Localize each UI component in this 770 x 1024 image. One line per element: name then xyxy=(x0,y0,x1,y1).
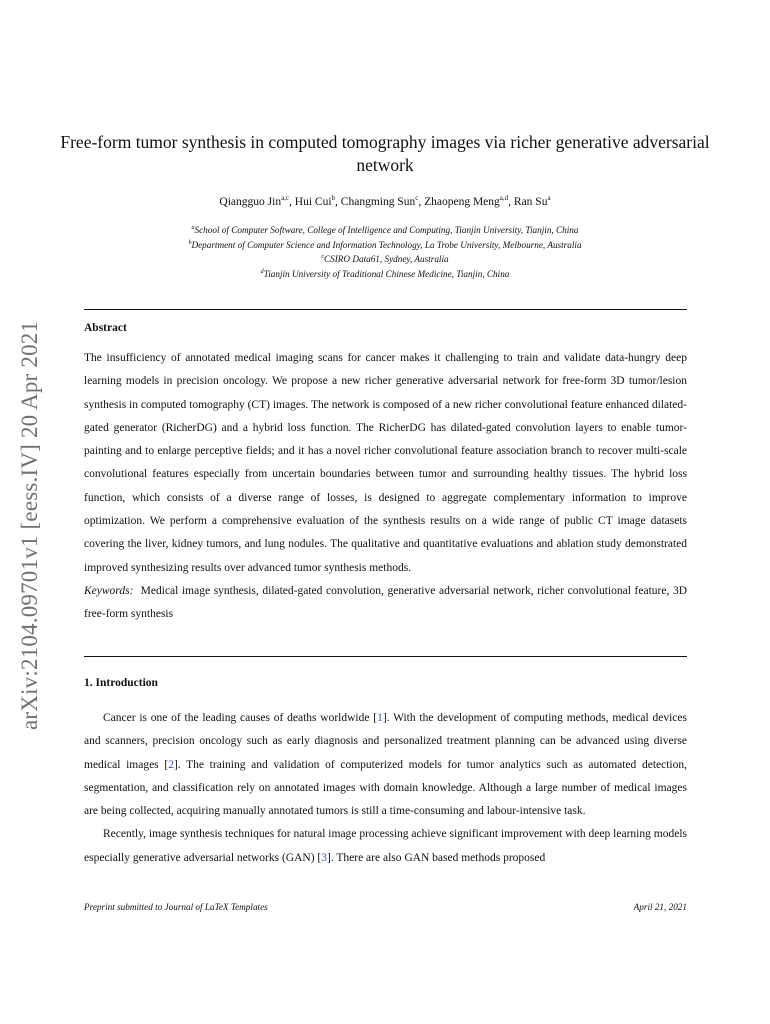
affil-mark: a xyxy=(191,225,195,231)
affiliation xyxy=(60,251,710,266)
footer-journal-note: Preprint submitted to Journal of LaTeX Templates xyxy=(84,902,268,912)
author-name: Qiangguo Jin xyxy=(219,195,282,208)
intro-paragraph-2 xyxy=(84,823,687,870)
author-affil-mark: c xyxy=(415,194,419,202)
arxiv-identifier: arXiv:2104.09701v1 [eess.IV] 20 Apr 2021 xyxy=(17,320,42,730)
section-heading-introduction: 1. Introduction xyxy=(84,677,158,689)
affil-text: Tianjin University of Traditional Chinese Medicine, Tianjin, China xyxy=(263,268,510,279)
author-name: Changming Sun xyxy=(340,195,416,208)
intro-paragraph-1 xyxy=(84,707,687,823)
affiliation-list xyxy=(60,222,710,280)
abstract-body xyxy=(84,347,687,627)
author-name: Zhaopeng Meng xyxy=(424,195,500,208)
affil-mark: b xyxy=(188,239,192,246)
author-list: Qiangguo Jin$^{a,c}$, Hui Cui$^b$, Changming Sun$^c$, Zhaopeng Meng$^{a,d}$, Ran Su$^a$ xyxy=(219,194,551,208)
author-affil-mark: a xyxy=(547,194,551,202)
affil-text: CSIRO Data61, Sydney, Australia xyxy=(324,254,449,265)
paper-title: Free-form tumor synthesis in computed tomography images via richer generative adversarial network xyxy=(60,132,710,175)
affil-text: Department of Computer Science and Information Technology, La Trobe University, Melbourne, Australia xyxy=(191,239,582,250)
abstract-top-rule xyxy=(84,309,687,310)
affiliation xyxy=(60,222,710,237)
author-affil-mark: b xyxy=(331,194,336,202)
affiliation xyxy=(60,266,710,281)
citation-link[interactable]: 3 xyxy=(321,851,327,864)
keywords xyxy=(84,580,687,627)
citation-link[interactable]: 2 xyxy=(168,758,174,771)
affil-text: School of Computer Software, College of Intelligence and Computing, Tianjin University, Tianjin, China xyxy=(194,225,579,236)
keywords-label: Keywords: xyxy=(84,584,134,597)
affil-mark: d xyxy=(260,268,264,275)
intro-text: Recently, image synthesis techniques for natural image processing achieve significant improvement with deep learning models especially generative adversarial networks (GAN) [ xyxy=(84,828,687,864)
abstract-heading: Abstract xyxy=(84,322,127,334)
author-affil-mark: a,d xyxy=(499,194,509,202)
affiliation xyxy=(60,237,710,252)
author-affil-mark: a,c xyxy=(281,194,290,202)
author-name: Ran Su xyxy=(513,195,548,208)
abstract-bottom-rule xyxy=(84,656,687,657)
footer-date: April 21, 2021 xyxy=(633,902,687,912)
keywords-text: Medical image synthesis, dilated-gated convolution, generative adversarial network, richer convolutional feature, 3D free-form synthesis xyxy=(84,584,688,621)
introduction-body xyxy=(84,707,687,870)
intro-text: Cancer is one of the leading causes of deaths worldwide [ xyxy=(103,712,378,724)
intro-text: ]. The training and validation of computerized models for tumor analytics such as automated detection, segmentation, and classification rely on annotated images with domain knowledge. Although a large number of medical images are being collected, acquiring manually annotated tumors is still a time-consuming and labour-intensive task. xyxy=(84,758,687,818)
abstract-text: The insufficiency of annotated medical imaging scans for cancer makes it challenging to train and validate data-hungry deep learning models in precision oncology. We propose a new richer generative adversarial network for free-form 3D tumor/lesion synthesis in computed tomography (CT) images. The network is composed of a new richer convolutional feature enhanced dilated-gated generator (RicherDG) and a hybrid loss function. The RicherDG has dilated-gated convolution layers to enable tumor-painting and to enlarge perceptive fields; and it has a novel richer convolutional feature association branch to recover multi-scale convolutional features especially from uncertain boundaries between tumor and surrounding healthy tissues. The hybrid loss function, which consists of a diverse range of losses, is designed to aggregate complementary information to improve optimization. We perform a comprehensive evaluation of the synthesis results on a wide range of public CT image datasets covering the liver, kidney tumors, and lung nodules. The qualitative and quantitative evaluations and ablation study demonstrated improved synthesizing results over advanced tumor synthesis methods. xyxy=(84,352,687,574)
author-name: Hui Cui xyxy=(294,195,332,208)
intro-text: ]. There are also GAN based methods proposed xyxy=(327,851,546,864)
intro-text: ]. With the development of computing methods, medical devices and scanners, precision oncology such as early diagnosis and personalized treatment planning can be advanced using diverse medical images [ xyxy=(84,712,687,771)
citation-link[interactable]: 1 xyxy=(377,712,383,724)
affil-mark: c xyxy=(321,254,325,261)
